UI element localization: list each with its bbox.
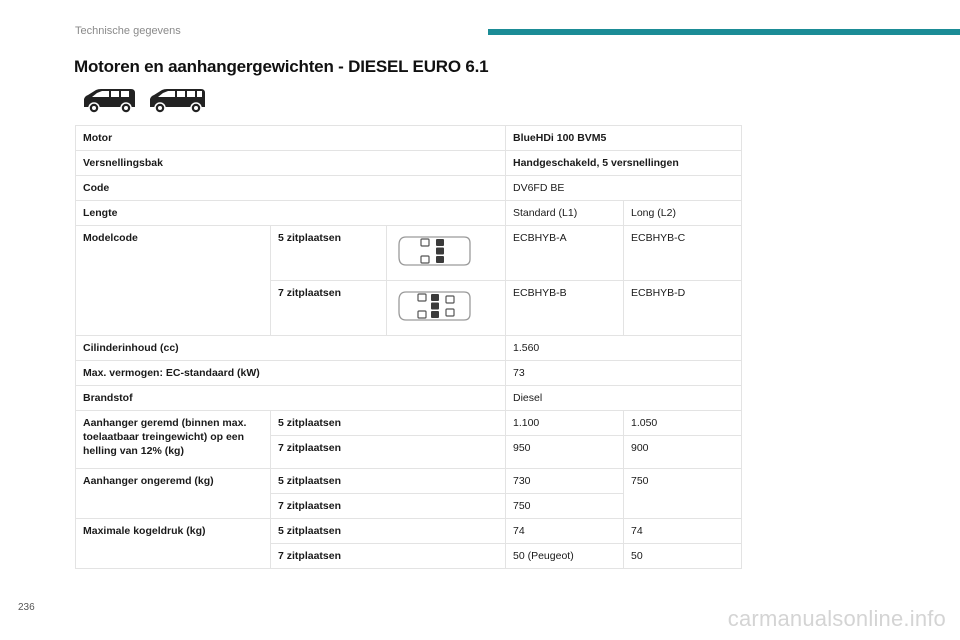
motor-label: Motor xyxy=(76,126,506,151)
table-row xyxy=(76,386,742,411)
nose-5-l2: 74 xyxy=(624,519,742,544)
page-title: Motoren en aanhangergewichten - DIESEL EURO 6.1 xyxy=(74,57,489,76)
model-5-l2: ECBHYB-C xyxy=(624,226,742,281)
table-row xyxy=(76,226,742,281)
seat-layout-7-icon xyxy=(394,286,474,326)
unbraked-7-l1: 750 xyxy=(506,494,624,519)
model-7-l1: ECBHYB-B xyxy=(506,281,624,336)
fuel-label: Brandstof xyxy=(76,386,506,411)
gearbox-value: Handgeschakeld, 5 versnellingen xyxy=(506,151,742,176)
model-7-l2: ECBHYB-D xyxy=(624,281,742,336)
power-label: Max. vermogen: EC-standaard (kW) xyxy=(76,361,506,386)
power-value: 73 xyxy=(506,361,742,386)
nose-7-l1: 50 (Peugeot) xyxy=(506,544,624,569)
capacity-label: Cilinderinhoud (cc) xyxy=(76,336,506,361)
table-row xyxy=(76,519,742,544)
seats-5-label: 5 zitplaatsen xyxy=(271,226,387,281)
nose-5-l1: 74 xyxy=(506,519,624,544)
table-row xyxy=(76,336,742,361)
unbraked-label: Aanhanger ongeremd (kg) xyxy=(76,469,271,519)
seats-7-label: 7 zitplaatsen xyxy=(271,281,387,336)
code-value: DV6FD BE xyxy=(506,176,742,201)
braked-seats-5: 5 zitplaatsen xyxy=(271,411,506,436)
unbraked-seats-7: 7 zitplaatsen xyxy=(271,494,506,519)
table-row xyxy=(76,151,742,176)
table-row xyxy=(76,469,742,494)
braked-7-l2: 900 xyxy=(624,436,742,469)
unbraked-l2: 750 xyxy=(624,469,742,519)
length-label: Lengte xyxy=(76,201,506,226)
fuel-value: Diesel xyxy=(506,386,742,411)
motor-value: BlueHDi 100 BVM5 xyxy=(506,126,742,151)
header-accent-bar xyxy=(488,29,960,35)
seat-layout-5-icon xyxy=(394,231,474,271)
table-row xyxy=(76,411,742,436)
nose-seats-5: 5 zitplaatsen xyxy=(271,519,506,544)
seat-layout-5-cell xyxy=(387,226,506,281)
table-row xyxy=(76,201,742,226)
seat-layout-7-cell xyxy=(387,281,506,336)
modelcode-label: Modelcode xyxy=(76,226,271,336)
unbraked-5-l1: 730 xyxy=(506,469,624,494)
van-short-icon xyxy=(80,86,138,116)
table-row xyxy=(76,361,742,386)
engine-spec-table xyxy=(75,125,742,569)
page-number: 236 xyxy=(18,602,35,613)
nose-7-l2: 50 xyxy=(624,544,742,569)
length-l1: Standard (L1) xyxy=(506,201,624,226)
nose-seats-7: 7 zitplaatsen xyxy=(271,544,506,569)
section-label: Technische gegevens xyxy=(75,25,181,37)
capacity-value: 1.560 xyxy=(506,336,742,361)
noseweight-label: Maximale kogeldruk (kg) xyxy=(76,519,271,569)
code-label: Code xyxy=(76,176,506,201)
braked-seats-7: 7 zitplaatsen xyxy=(271,436,506,469)
braked-5-l1: 1.100 xyxy=(506,411,624,436)
braked-5-l2: 1.050 xyxy=(624,411,742,436)
model-5-l1: ECBHYB-A xyxy=(506,226,624,281)
braked-label: Aanhanger geremd (binnen max. toelaatbaar treingewicht) op een helling van 12% (kg) xyxy=(76,411,271,469)
gearbox-label: Versnellingsbak xyxy=(76,151,506,176)
unbraked-seats-5: 5 zitplaatsen xyxy=(271,469,506,494)
braked-7-l1: 950 xyxy=(506,436,624,469)
watermark: carmanualsonline.info xyxy=(727,606,946,631)
van-long-icon xyxy=(146,86,208,116)
table-row xyxy=(76,126,742,151)
table-row xyxy=(76,176,742,201)
length-l2: Long (L2) xyxy=(624,201,742,226)
